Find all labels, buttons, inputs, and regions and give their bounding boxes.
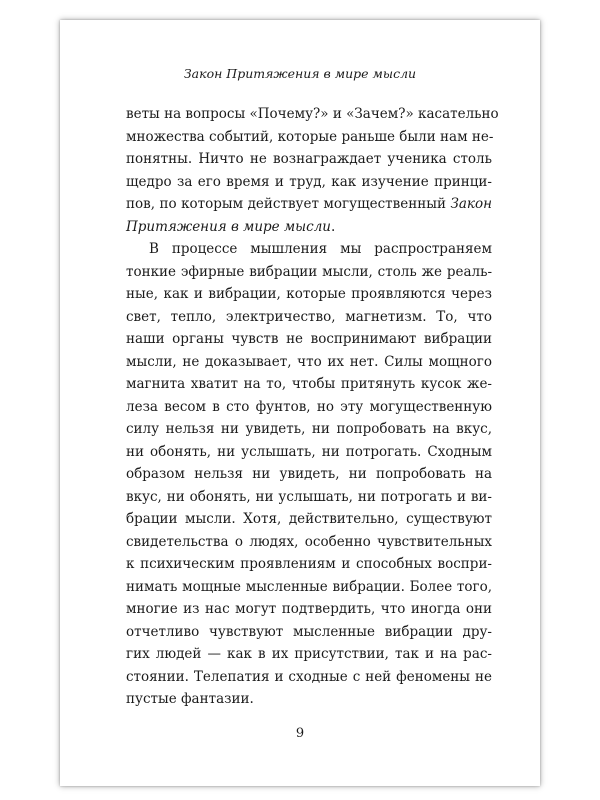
text-line: множества событий, которые раньше были нам не- [126, 128, 494, 145]
text-line: щедро за его время и труд, как изучение принци- [126, 173, 492, 190]
body-text [126, 103, 499, 711]
text-line: наши органы чувств не воспринимают вибрации [126, 331, 492, 347]
text-line: ни обонять, ни услышать, ни потрогать. Сходным [126, 443, 492, 460]
text-line: гих людей — как в их присутствии, так и на рас- [126, 646, 492, 662]
text-line: веты на вопросы «Почему?» и «Зачем?» касательно [126, 106, 499, 122]
text-line: брации мысли. Хотя, действительно, существуют [126, 511, 492, 527]
text-line: нимать мощные мысленные вибрации. Более того, [126, 578, 492, 595]
text-line: леза весом в сто фунтов, но эту могущественную [126, 398, 492, 415]
text-line: свет, тепло, электричество, магнетизм. То, что [126, 308, 492, 325]
text-line: пустые фантазии. [126, 691, 254, 707]
text-line: мысли, не доказывает, что их нет. Силы мощного [126, 353, 492, 370]
book-page [60, 20, 540, 786]
text-line: к психическим проявлениям и способных воспри- [126, 556, 492, 572]
italic-term: Закон [450, 196, 492, 212]
text-line: вкус, ни обонять, ни услышать, ни потрогать и ви- [126, 488, 492, 505]
text-line: ные, как и вибрации, которые проявляются через [126, 286, 492, 302]
text-line: свидетельства о людях, особенно чувствительных [126, 533, 492, 550]
running-head: Закон Притяжения в мире мысли [183, 66, 417, 81]
text-line: силу нельзя ни увидеть, ни попробовать на вкус, [126, 421, 492, 437]
page-number: 9 [295, 726, 305, 741]
text-line: образом нельзя ни увидеть, ни попробовать на [126, 466, 492, 482]
text-line: отчетливо чувствуют мысленные вибрации дру- [126, 623, 492, 640]
text-line-part: пов, по которым действует могущественный [126, 196, 446, 212]
text-line: стоянии. Телепатия и сходные с ней феномены не [126, 668, 492, 685]
text-line-part: . [331, 218, 336, 235]
italic-term: Притяжения в мире мысли [126, 218, 331, 235]
text-line: магнита хватит на то, чтобы притянуть кусок же- [126, 376, 492, 392]
text-line: В процессе мышления мы распространяем [149, 241, 492, 257]
text-line [126, 193, 492, 216]
text-line: понятны. Ничто не вознаграждает ученика столь [126, 151, 492, 167]
text-line: тонкие эфирные вибрации мысли, столь же реаль- [126, 263, 492, 280]
text-line: многие из нас могут подтвердить, что иногда они [126, 601, 492, 617]
text-line [126, 216, 492, 239]
